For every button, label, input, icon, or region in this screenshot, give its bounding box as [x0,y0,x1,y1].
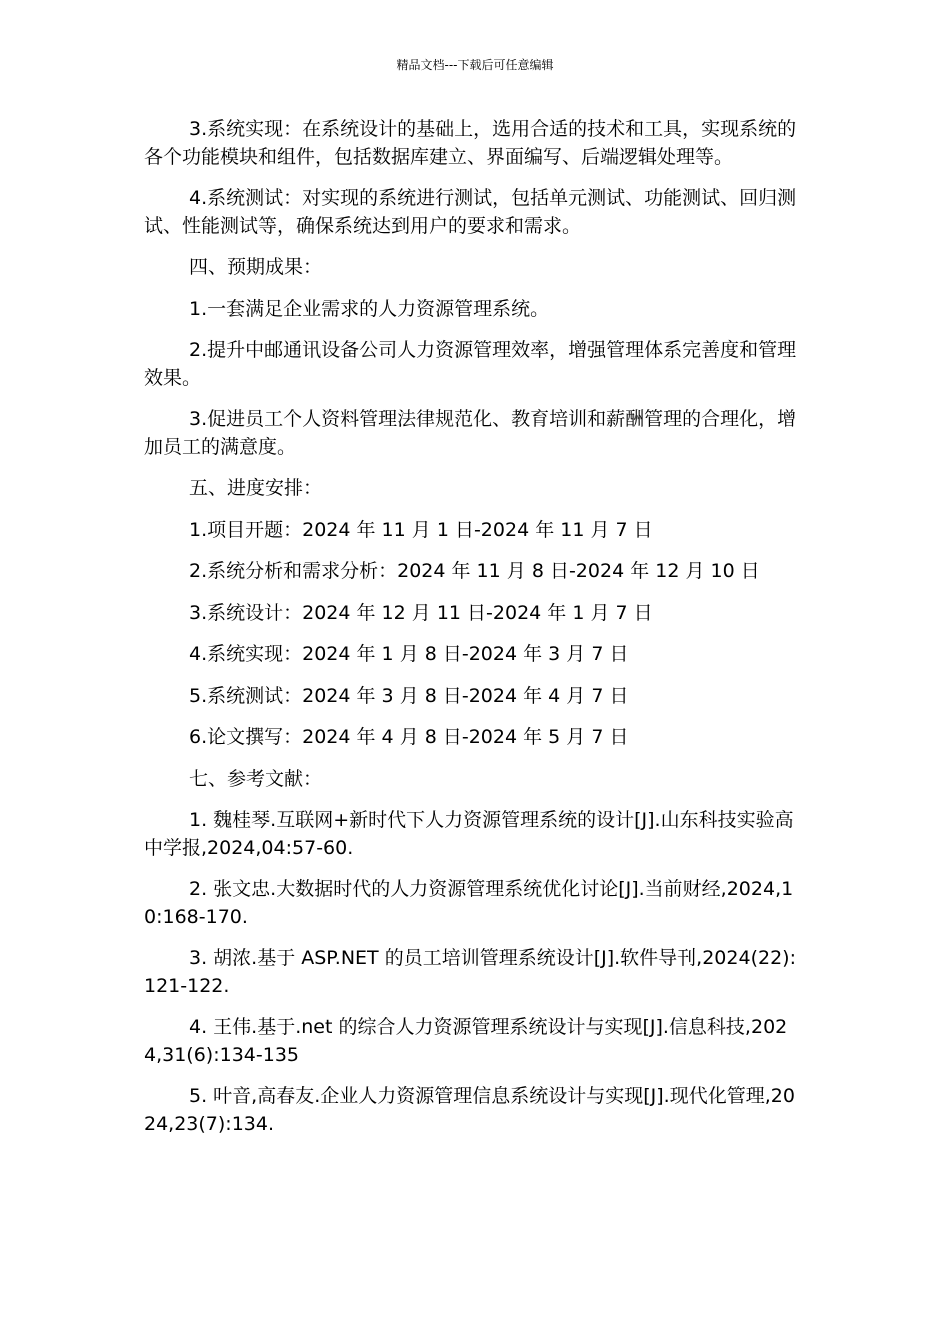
result-item-2: 2.提升中邮通讯设备公司人力资源管理效率，增强管理体系完善度和管理效果。 [144,339,797,389]
schedule-item-2: 2.系统分析和需求分析：2024 年 11 月 8 日-2024 年 12 月 10 日 [189,560,760,582]
schedule-item-3: 3.系统设计：2024 年 12 月 11 日-2024 年 1 月 7 日 [189,601,653,624]
reference-item-4: 4. 王伟.基于.net 的综合人力资源管理系统设计与实现[J].信息科技,2024,31(6):134-135 [144,1016,788,1066]
reference-item-5: 5. 叶音,高春友.企业人力资源管理信息系统设计与实现[J].现代化管理,2024,23(7):134. [144,1085,795,1135]
reference-item-3: 3. 胡浓.基于 ASP.NET 的员工培训管理系统设计[J].软件导刊,2024(22):121-122. [144,947,796,997]
paragraph-system-testing: 4.系统测试：对实现的系统进行测试，包括单元测试、功能测试、回归测试、性能测试等，确保系统达到用户的要求和需求。 [144,187,797,237]
reference-item-1: 1. 魏桂琴.互联网+新时代下人力资源管理系统的设计[J].山东科技实验高中学报,2024,04:57-60. [144,809,794,859]
section-heading-references: 七、参考文献： [189,767,323,790]
schedule-item-1: 1.项目开题：2024 年 11 月 1 日-2024 年 11 月 7 日 [189,518,653,541]
page-header: 精品文档---下载后可任意编辑 [396,58,554,72]
reference-item-2: 2. 张文忠.大数据时代的人力资源管理系统优化讨论[J].当前财经,2024,10:168-170. [144,878,794,928]
document-body [144,116,804,1152]
result-item-1: 1.一套满足企业需求的人力资源管理系统。 [189,297,550,320]
section-heading-schedule: 五、进度安排： [189,477,323,499]
schedule-item-6: 6.论文撰写：2024 年 4 月 8 日-2024 年 5 月 7 日 [189,726,629,748]
result-item-3: 3.促进员工个人资料管理法律规范化、教育培训和薪酬管理的合理化，增加员工的满意度。 [144,408,797,458]
schedule-item-5: 5.系统测试：2024 年 3 月 8 日-2024 年 4 月 7 日 [189,684,629,707]
schedule-item-4: 4.系统实现：2024 年 1 月 8 日-2024 年 3 月 7 日 [189,643,629,665]
paragraph-system-implementation: 3.系统实现：在系统设计的基础上，选用合适的技术和工具，实现系统的各个功能模块和组件，包括数据库建立、界面编写、后端逻辑处理等。 [144,118,797,168]
section-heading-expected-results: 四、预期成果： [189,256,323,278]
